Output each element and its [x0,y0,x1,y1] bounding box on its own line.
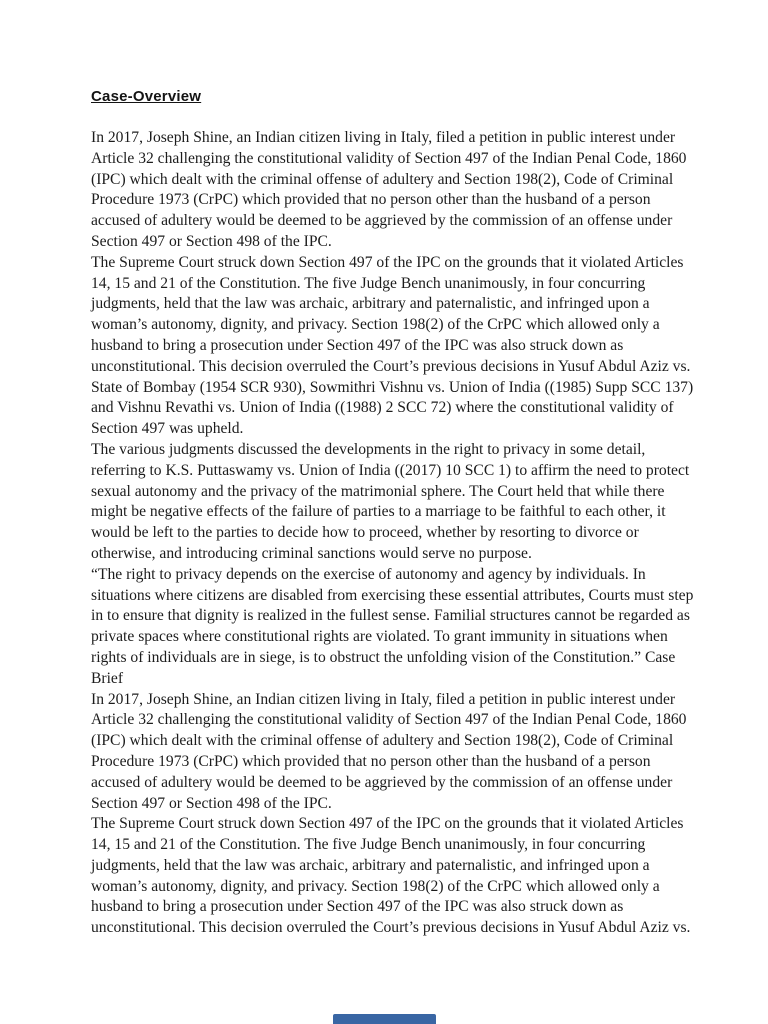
paragraph-case-overview-2 [91,690,696,815]
text-line: In 2017, Joseph Shine, an Indian citizen living in Italy, filed a petition in public interest under [91,690,676,708]
text-line: judgments, held that the law was archaic, arbitrary and paternalistic, and infringed upon a [91,295,650,313]
text-line: would be left to the parties to decide how to proceed, whether by resorting to divorce or [91,524,639,542]
text-line: The Supreme Court struck down Section 497 of the IPC on the grounds that it violated Articles [91,253,684,271]
text-line: Brief [91,669,124,687]
document-page [91,88,696,939]
text-line: The various judgments discussed the developments in the right to privacy in some detail, [91,440,646,458]
text-line: woman’s autonomy, dignity, and privacy. Section 198(2) of the CrPC which allowed only a [91,316,660,334]
text-line: Procedure 1973 (CrPC) which provided that no person other than the husband of a person [91,752,651,770]
text-line: accused of adultery would be deemed to be aggrieved by the commission of an offense under [91,773,673,791]
text-line: Article 32 challenging the constitutional validity of Section 497 of the Indian Penal Code, 1860 [91,149,687,167]
text-line: situations where citizens are disabled from exercising these essential attributes, Courts must step [91,586,694,604]
text-line: private spaces where constitutional rights are violated. To grant immunity in situations when [91,628,668,646]
text-line: Section 497 or Section 498 of the IPC. [91,794,332,812]
text-line: judgments, held that the law was archaic, arbitrary and paternalistic, and infringed upon a [91,856,650,874]
text-line: 14, 15 and 21 of the Constitution. The five Judge Bench unanimously, in four concurring [91,836,646,854]
page-title: Case-Overview [91,88,202,105]
page-indicator [333,1014,436,1024]
text-line: Article 32 challenging the constitutional validity of Section 497 of the Indian Penal Code, 1860 [91,711,687,729]
text-line: and Vishnu Revathi vs. Union of India ((1988) 2 SCC 72) where the constitutional validity of [91,399,674,417]
text-line: in to ensure that dignity is realized in the fullest sense. Familial structures cannot be regarded as [91,607,690,625]
text-line: referring to K.S. Puttaswamy vs. Union of India ((2017) 10 SCC 1) to affirm the need to protect [91,461,690,479]
text-line: State of Bombay (1954 SCR 930), Sowmithri Vishnu vs. Union of India ((1985) Supp SCC 137) [91,378,694,396]
text-line: husband to bring a prosecution under Section 497 of the IPC was also struck down as [91,898,624,916]
text-line: might be negative effects of the failure of parties to a marriage to be faithful to each other, it [91,503,666,521]
text-line: unconstitutional. This decision overruled the Court’s previous decisions in Yusuf Abdul Aziz vs. [91,919,691,937]
text-line: The Supreme Court struck down Section 497 of the IPC on the grounds that it violated Articles [91,815,684,833]
text-line: (IPC) which dealt with the criminal offense of adultery and Section 198(2), Code of Criminal [91,732,674,750]
text-line: sexual autonomy and the privacy of the matrimonial sphere. The Court held that while there [91,482,665,500]
text-line: Procedure 1973 (CrPC) which provided that no person other than the husband of a person [91,191,651,209]
paragraph-privacy-judgments [91,440,696,565]
text-line: rights of individuals are in siege, is to obstruct the unfolding vision of the Constitution.” Case [91,648,676,666]
text-line: 14, 15 and 21 of the Constitution. The five Judge Bench unanimously, in four concurring [91,274,646,292]
text-line: In 2017, Joseph Shine, an Indian citizen living in Italy, filed a petition in public interest under [91,129,676,146]
paragraph-supreme-court-ruling-1 [91,253,696,440]
text-line: Section 497 was upheld. [91,420,244,438]
text-line: (IPC) which dealt with the criminal offense of adultery and Section 198(2), Code of Criminal [91,170,674,188]
text-line: otherwise, and introducing criminal sanctions would serve no purpose. [91,544,532,562]
text-line: husband to bring a prosecution under Section 497 of the IPC was also struck down as [91,336,624,354]
paragraph-supreme-court-ruling-2 [91,814,696,939]
paragraph-case-overview-1 [91,128,696,253]
text-line: “The right to privacy depends on the exercise of autonomy and agency by individuals. In [91,565,646,583]
paragraph-privacy-quote [91,565,696,690]
text-line: Section 497 or Section 498 of the IPC. [91,232,332,250]
text-line: accused of adultery would be deemed to be aggrieved by the commission of an offense under [91,212,673,230]
text-line: woman’s autonomy, dignity, and privacy. Section 198(2) of the CrPC which allowed only a [91,877,660,895]
text-line: unconstitutional. This decision overruled the Court’s previous decisions in Yusuf Abdul Aziz vs. [91,357,691,375]
